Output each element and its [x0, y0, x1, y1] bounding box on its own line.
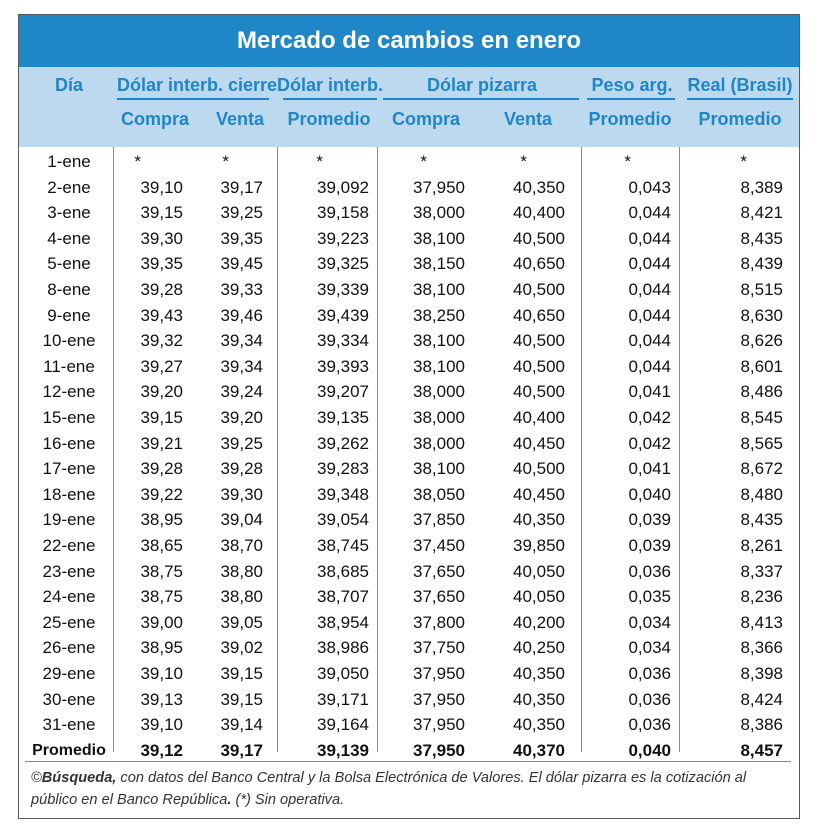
cell-peso: 0,042	[628, 408, 671, 427]
average-row	[19, 738, 799, 764]
cell-peso: 0,044	[628, 356, 671, 376]
header-day: Día	[54, 75, 83, 95]
cell-ib-sell: 39,34	[220, 331, 263, 351]
cell-bd-sell: 40,500	[513, 280, 565, 299]
cell-ib-buy: 39,13	[140, 689, 183, 709]
cell-bd-sell: 40,650	[513, 305, 565, 325]
cell-ib-avg: 39,334	[317, 331, 369, 351]
cell-peso: 0,042	[628, 433, 671, 453]
table-row	[19, 226, 799, 252]
cell-bd-buy: 37,950	[413, 715, 465, 735]
cell-peso: 0,044	[628, 331, 671, 351]
table-row	[19, 456, 799, 482]
table-row	[19, 584, 799, 610]
cell-bd-sell: 40,500	[513, 228, 565, 248]
cell-day: 17-ene	[42, 459, 96, 479]
cell-bd-buy: 37,800	[413, 612, 465, 632]
cell-day: 1-ene	[47, 152, 91, 171]
cell-day: 30-ene	[42, 689, 96, 709]
cell-bd-sell: 40,350	[513, 510, 565, 530]
cell-peso: 0,036	[628, 689, 671, 709]
cell-real: 8,626	[740, 331, 783, 351]
cell-peso: *	[624, 152, 631, 171]
cell-real: 8,457	[740, 740, 783, 760]
cell-peso: 0,044	[628, 305, 671, 325]
cell-bd-sell: 40,050	[513, 561, 565, 581]
table-row	[19, 303, 799, 329]
subheader-sell: Venta	[503, 109, 553, 129]
header-divider	[283, 98, 377, 100]
table-row	[19, 431, 799, 457]
cell-bd-buy: 38,100	[413, 459, 465, 479]
cell-ib-avg: 39,135	[317, 408, 369, 427]
cell-ib-avg: 39,348	[317, 484, 369, 504]
table-row	[19, 533, 799, 559]
cell-ib-buy: 39,27	[140, 356, 183, 376]
cell-ib-avg: 38,685	[317, 561, 369, 581]
cell-bd-sell: 40,350	[513, 689, 565, 709]
subheader-sell: Venta	[215, 109, 265, 129]
cell-ib-sell: 39,34	[220, 356, 263, 376]
cell-ib-buy: 39,32	[140, 331, 183, 351]
cell-ib-buy: 39,28	[140, 280, 183, 299]
cell-bd-buy: 38,050	[413, 484, 465, 504]
cell-ib-buy: 39,00	[140, 612, 183, 632]
cell-bd-buy: 38,100	[413, 280, 465, 299]
cell-peso: 0,039	[628, 536, 671, 555]
table-row	[19, 354, 799, 380]
exchange-table-card	[18, 14, 800, 819]
cell-ib-avg: *	[316, 152, 323, 171]
cell-real: 8,261	[740, 536, 783, 555]
cell-day: 11-ene	[43, 356, 95, 376]
cell-bd-sell: 40,250	[513, 638, 565, 658]
footnote-source: Búsqueda,	[41, 770, 117, 786]
cell-ib-buy: 39,15	[140, 408, 183, 427]
table-row	[19, 277, 799, 303]
cell-day: 31-ene	[42, 715, 96, 735]
cell-ib-avg: 39,171	[317, 689, 369, 709]
table-row	[19, 507, 799, 533]
cell-bd-sell: 40,500	[513, 382, 565, 402]
cell-ib-buy: 39,10	[140, 715, 183, 735]
subheader-average: Promedio	[698, 109, 782, 129]
cell-ib-buy: 39,10	[140, 177, 183, 197]
table-row	[19, 610, 799, 636]
cell-day: 16-ene	[42, 433, 96, 453]
cell-real: 8,672	[740, 459, 783, 479]
cell-day: 18-ene	[42, 484, 96, 504]
header-divider	[383, 98, 579, 100]
cell-bd-sell: 40,450	[513, 433, 565, 453]
cell-bd-buy: 38,000	[413, 408, 465, 427]
cell-ib-avg: 39,092	[317, 177, 369, 197]
header-interb: Dólar interb.	[277, 75, 384, 95]
cell-bd-buy: 38,250	[413, 305, 465, 325]
cell-ib-buy: 38,75	[140, 561, 183, 581]
cell-real: 8,398	[740, 664, 783, 683]
cell-ib-buy: 39,12	[140, 740, 183, 760]
header-real: Real (Brasil)	[687, 75, 793, 95]
cell-real: 8,424	[740, 689, 783, 709]
cell-peso: 0,040	[628, 484, 671, 504]
cell-day: 4-ene	[47, 228, 91, 248]
cell-ib-buy: 39,20	[140, 382, 183, 402]
cell-ib-avg: 38,986	[317, 638, 369, 658]
cell-bd-sell: 40,650	[513, 254, 565, 274]
cell-bd-sell: 40,400	[513, 203, 565, 223]
cell-bd-buy: 38,000	[413, 433, 465, 453]
cell-day: 2-ene	[47, 177, 91, 197]
cell-bd-sell: 40,200	[513, 612, 565, 632]
cell-peso: 0,034	[628, 612, 671, 632]
cell-day: 24-ene	[42, 587, 96, 607]
cell-real: 8,486	[740, 382, 783, 402]
cell-ib-avg: 39,207	[317, 382, 369, 402]
cell-ib-sell: 39,04	[220, 510, 263, 530]
header-divider	[587, 98, 675, 100]
cell-ib-buy: 38,95	[140, 510, 183, 530]
cell-ib-sell: 39,24	[220, 382, 263, 402]
cell-peso: 0,039	[628, 510, 671, 530]
cell-ib-avg: 39,050	[317, 664, 369, 683]
cell-real: *	[740, 152, 747, 171]
subheader-buy: Compra	[120, 109, 189, 129]
table-row	[19, 712, 799, 738]
header-divider	[117, 98, 269, 100]
table-row	[19, 175, 799, 201]
cell-ib-avg: 39,393	[317, 356, 369, 376]
cell-peso: 0,041	[628, 382, 671, 402]
cell-bd-sell: 40,400	[513, 408, 565, 427]
cell-real: 8,435	[740, 510, 783, 530]
cell-ib-sell: 39,15	[220, 689, 263, 709]
cell-day: 25-ene	[42, 612, 96, 632]
table-row	[19, 149, 799, 175]
cell-bd-buy: 37,450	[413, 536, 465, 555]
cell-bd-sell: 40,370	[513, 740, 565, 760]
footer-divider	[25, 761, 791, 762]
cell-real: 8,337	[740, 561, 783, 581]
table-row	[19, 251, 799, 277]
cell-day: 26-ene	[42, 638, 96, 658]
cell-bd-buy: 37,750	[413, 638, 465, 658]
cell-ib-buy: 38,75	[140, 587, 183, 607]
cell-real: 8,421	[740, 203, 783, 223]
table-footnote	[31, 767, 791, 811]
cell-bd-sell: 40,350	[513, 177, 565, 197]
cell-ib-sell: 39,17	[220, 740, 263, 760]
footnote-copyright: ©	[31, 770, 42, 786]
table-row	[19, 379, 799, 405]
cell-real: 8,413	[740, 612, 783, 632]
cell-ib-avg: 39,325	[317, 254, 369, 274]
cell-bd-buy: 38,000	[413, 382, 465, 402]
cell-ib-avg: 38,745	[317, 536, 369, 555]
cell-peso: 0,044	[628, 203, 671, 223]
cell-bd-buy: *	[420, 152, 427, 171]
cell-ib-sell: 39,46	[220, 305, 263, 325]
cell-day: 8-ene	[47, 280, 91, 299]
cell-day: Promedio	[32, 741, 106, 759]
cell-peso: 0,043	[628, 177, 671, 197]
cell-ib-sell: 38,80	[220, 587, 263, 607]
cell-peso: 0,036	[628, 715, 671, 735]
subheader-buy: Compra	[391, 109, 460, 129]
table-row	[19, 687, 799, 713]
cell-ib-sell: 39,33	[220, 280, 263, 299]
cell-day: 22-ene	[42, 536, 96, 555]
cell-peso: 0,035	[628, 587, 671, 607]
cell-real: 8,565	[740, 433, 783, 453]
table-row	[19, 661, 799, 687]
cell-ib-buy: 39,15	[140, 203, 183, 223]
cell-day: 3-ene	[47, 203, 91, 223]
cell-day: 29-ene	[42, 664, 96, 683]
cell-ib-avg: 39,283	[317, 459, 369, 479]
cell-bd-buy: 38,150	[413, 254, 465, 274]
cell-real: 8,439	[740, 254, 783, 274]
cell-bd-buy: 37,950	[413, 689, 465, 709]
cell-peso: 0,044	[628, 254, 671, 274]
cell-real: 8,630	[740, 305, 783, 325]
table-row	[19, 405, 799, 431]
cell-ib-sell: 39,28	[220, 459, 263, 479]
footnote-text: (*) Sin operativa.	[231, 792, 345, 808]
cell-ib-sell: 39,35	[220, 228, 263, 248]
cell-bd-sell: 40,050	[513, 587, 565, 607]
cell-ib-avg: 38,954	[317, 612, 369, 632]
cell-ib-sell: 39,14	[220, 715, 263, 735]
cell-bd-sell: 40,350	[513, 664, 565, 683]
footnote-text: con datos del Banco Central y la Bolsa Electrónica de Valores. El dólar pizarra es la cotización al público en el Banco República	[31, 770, 747, 808]
cell-bd-buy: 37,950	[413, 664, 465, 683]
header-peso: Peso arg.	[591, 75, 673, 95]
table-row	[19, 200, 799, 226]
cell-bd-buy: 38,000	[413, 203, 465, 223]
cell-day: 5-ene	[47, 254, 91, 274]
cell-ib-avg: 39,223	[317, 228, 369, 248]
subheader-average: Promedio	[588, 109, 672, 129]
cell-real: 8,366	[740, 638, 783, 658]
cell-bd-buy: 38,100	[413, 228, 465, 248]
subheader-average: Promedio	[287, 109, 371, 129]
cell-ib-sell: *	[222, 152, 229, 171]
cell-ib-sell: 39,05	[220, 612, 263, 632]
cell-ib-buy: *	[134, 152, 141, 171]
cell-peso: 0,041	[628, 459, 671, 479]
cell-real: 8,389	[740, 177, 783, 197]
cell-ib-sell: 39,15	[220, 664, 263, 683]
cell-ib-sell: 39,02	[220, 638, 263, 658]
cell-bd-buy: 37,850	[413, 510, 465, 530]
cell-ib-buy: 39,21	[140, 433, 183, 453]
cell-bd-buy: 37,650	[413, 561, 465, 581]
cell-day: 10-ene	[42, 331, 96, 351]
cell-ib-avg: 39,339	[317, 280, 369, 299]
cell-ib-sell: 39,25	[220, 433, 263, 453]
header-board: Dólar pizarra	[426, 75, 538, 95]
table-row	[19, 328, 799, 354]
cell-ib-avg: 39,054	[317, 510, 369, 530]
cell-bd-sell: 40,500	[513, 331, 565, 351]
cell-peso: 0,044	[628, 280, 671, 299]
table-body	[19, 147, 799, 761]
cell-real: 8,386	[740, 715, 783, 735]
cell-bd-sell: 40,500	[513, 459, 565, 479]
cell-bd-sell: 40,350	[513, 715, 565, 735]
cell-ib-sell: 38,70	[220, 536, 263, 555]
cell-ib-sell: 39,17	[220, 177, 263, 197]
cell-bd-sell: 40,500	[513, 356, 565, 376]
cell-peso: 0,036	[628, 664, 671, 683]
table-row	[19, 482, 799, 508]
cell-day: 9-ene	[47, 305, 91, 325]
cell-ib-sell: 38,80	[220, 561, 263, 581]
cell-peso: 0,036	[628, 561, 671, 581]
cell-ib-buy: 39,35	[140, 254, 183, 274]
cell-day: 15-ene	[42, 408, 96, 427]
cell-bd-buy: 37,650	[413, 587, 465, 607]
cell-day: 19-ene	[42, 510, 96, 530]
cell-real: 8,545	[740, 408, 783, 427]
cell-ib-buy: 39,28	[140, 459, 183, 479]
cell-ib-avg: 39,262	[317, 433, 369, 453]
cell-ib-avg: 39,158	[317, 203, 369, 223]
cell-peso: 0,034	[628, 638, 671, 658]
cell-ib-buy: 38,95	[140, 638, 183, 658]
cell-peso: 0,040	[628, 740, 671, 760]
cell-ib-sell: 39,20	[220, 408, 263, 427]
cell-ib-buy: 38,65	[140, 536, 183, 555]
cell-bd-sell: 39,850	[513, 536, 565, 555]
cell-ib-avg: 38,707	[317, 587, 369, 607]
cell-ib-buy: 39,22	[140, 484, 183, 504]
cell-ib-buy: 39,30	[140, 228, 183, 248]
cell-day: 12-ene	[42, 382, 96, 402]
cell-bd-buy: 37,950	[413, 740, 465, 760]
cell-ib-sell: 39,25	[220, 203, 263, 223]
cell-bd-buy: 38,100	[413, 331, 465, 351]
cell-ib-buy: 39,10	[140, 664, 183, 683]
cell-ib-avg: 39,139	[317, 740, 369, 760]
cell-bd-sell: *	[520, 152, 527, 171]
table-row	[19, 559, 799, 585]
cell-day: 23-ene	[42, 561, 96, 581]
cell-ib-avg: 39,439	[317, 305, 369, 325]
cell-real: 8,515	[740, 280, 783, 299]
header-divider	[687, 98, 793, 100]
cell-real: 8,435	[740, 228, 783, 248]
cell-real: 8,236	[740, 587, 783, 607]
table-header	[19, 67, 799, 147]
table-row	[19, 635, 799, 661]
cell-bd-sell: 40,450	[513, 484, 565, 504]
header-interb-close: Dólar interb. cierre	[117, 75, 278, 95]
cell-ib-sell: 39,30	[220, 484, 263, 504]
table-title: Mercado de cambios en enero	[19, 15, 799, 67]
cell-real: 8,480	[740, 484, 783, 504]
cell-peso: 0,044	[628, 228, 671, 248]
cell-ib-buy: 39,43	[140, 305, 183, 325]
cell-bd-buy: 38,100	[413, 356, 465, 376]
cell-ib-sell: 39,45	[220, 254, 263, 274]
cell-ib-avg: 39,164	[317, 715, 369, 735]
footnote-dot: .	[227, 792, 232, 808]
cell-real: 8,601	[740, 356, 783, 376]
cell-bd-buy: 37,950	[413, 177, 465, 197]
